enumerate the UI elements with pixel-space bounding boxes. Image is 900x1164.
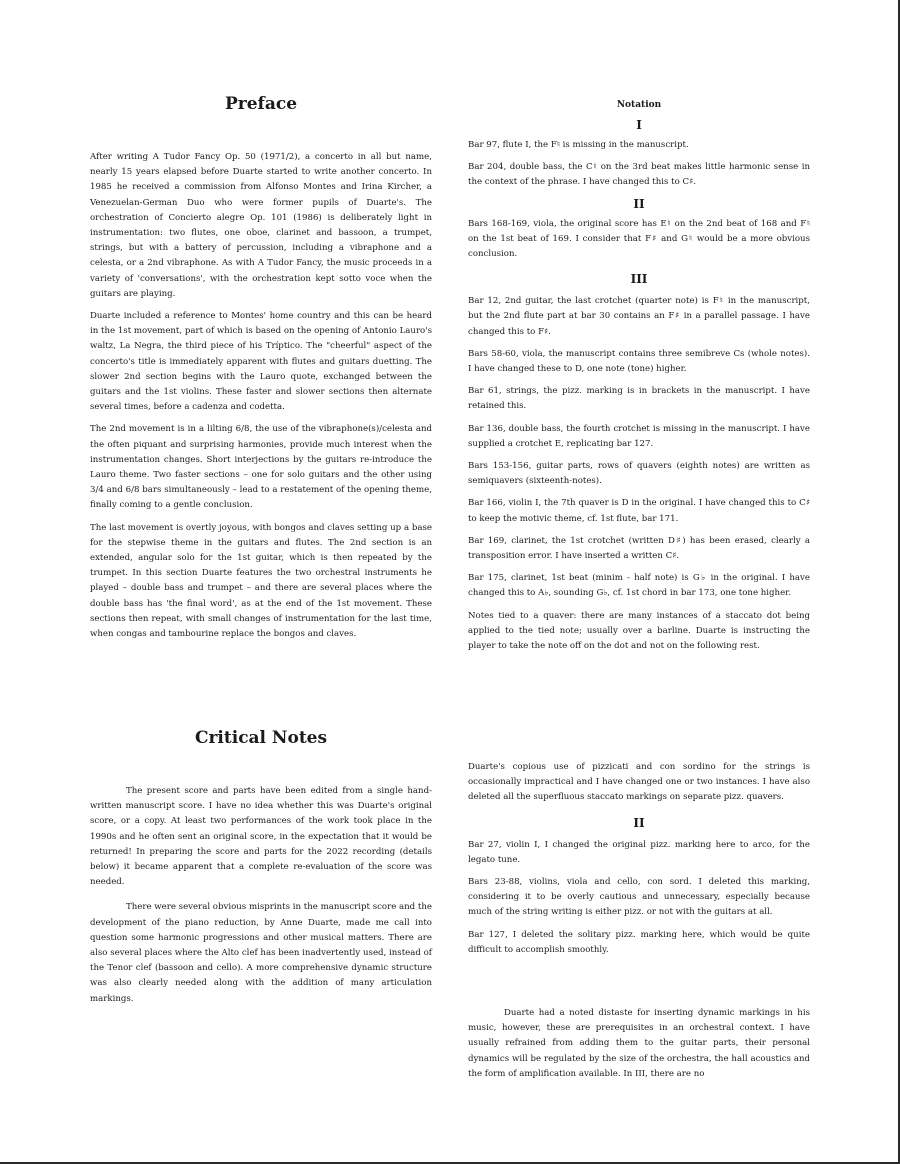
preface-paragraph-2: Duarte included a reference to Montes' home country and this can be heard in the 1st movement, part of which is based on the opening of Antonio Lauro's waltz, La Negra, the third piece of his Tríptico. The "cheerful" aspect of the concerto's title is immediately apparent with flutes and guitars duetting. The slower 2nd section begins with the Lauro quote, exchanged between the guitars and the 1st violins. These faster and slower sections then alternate several times, before a cadenza and codetta. [90, 311, 432, 413]
critical-notes-body [90, 784, 432, 1007]
critical-paragraph-2: There were several obvious misprints in the manuscript score and the development of the piano reduction, by Anne Duarte, made me call into question some harmonic progressions and other musical matters. There are also several places where the Alto clef has been inadvertently used, instead of the Tenor clef (bassoon and cello). A more comprehensive dynamic structure was also clearly needed along with the addition of many articulation markings. [90, 902, 432, 1004]
dynamics-block [468, 1006, 810, 1082]
notation-s3-note-8: Bar 175, clarinet, 1st beat (minim - half note) is G♭ in the original. I have changed this to A♭, sounding G♭, cf. 1st chord in bar 173, one tone higher. [468, 573, 810, 599]
notation-s2-note-1: Bars 168-169, viola, the original score has E♮ on the 2nd beat of 168 and F♮ on the 1st beat of 169. I consider that F♯ and G♮ would be a more obvious conclusion. [468, 218, 810, 260]
notation-s3-note-4: Bar 136, double bass, the fourth crotchet is missing in the manuscript. I have supplied a crotchet E, replicating bar 127. [468, 423, 810, 449]
notation-section-2-heading: II [633, 196, 645, 211]
notation-title: Notation [616, 100, 662, 110]
dynamics-paragraph: Duarte had a noted distaste for inserting dynamic markings in his music, however, these are prerequisites in an orchestral context. I have usually refrained from adding them to the guitar parts, their personal dynamics will be regulated by the size of the orchestra, the hall acoustics and the form of amplification available. In III, there are no [468, 1008, 810, 1079]
notation-s3-note-6: Bar 166, violin I, the 7th quaver is D in the original. I have changed this to C♯ to keep the motivic theme, cf. 1st flute, bar 171. [468, 498, 810, 524]
articulation-note-3: Bar 127, I deleted the solitary pizz. marking here, which would be quite difficult to accomplish smoothly. [468, 929, 810, 955]
preface-paragraph-1: After writing A Tudor Fancy Op. 50 (1971/2), a concerto in all but name, nearly 15 years elapsed before Duarte started to write another concerto. In 1985 he received a commission from Alfonso Montes and Irina Kircher, a Venezuelan-German Duo who were former pupils of Duarte's. The orchestration of Concierto alegre Op. 101 (1986) is deliberately light in instrumentation: two flutes, one oboe, clarinet and bassoon, a trumpet, strings, but with a battery of percussion, including a vibraphone and a celesta, or a 2nd vibraphone. As with A Tudor Fancy, the music proceeds in a variety of 'conversations', with the orchestration kept sotto voce when the guitars are playing. [90, 152, 432, 299]
notation-s3-note-2: Bars 58-60, viola, the manuscript contains three semibreve Cs (whole notes). I have changed these to D, one note (tone) higher. [468, 348, 810, 375]
notation-s1-note-2: Bar 204, double bass, the C♮ on the 3rd beat makes little harmonic sense in the context of the phrase. I have changed this to C♯. [468, 162, 810, 188]
notation-section-1-heading: I [636, 118, 642, 132]
notation-block [468, 100, 810, 654]
preface-body [90, 150, 432, 642]
articulation-note-2: Bars 23-88, violins, viola and cello, con sord. I deleted this marking, considering it to be overly cautious and unnecessary, especially because much of the string writing is either pizz. or not with the guitars at all. [468, 877, 810, 918]
articulation-note-1: Bar 27, violin I, I changed the original pizz. marking here to arco, for the legato tune. [468, 839, 810, 865]
critical-notes-title: Critical Notes [194, 728, 328, 748]
notation-s3-note-7: Bar 169, clarinet, the 1st crotchet (written D♯) has been erased, clearly a transposition error. I have inserted a written C♯. [468, 535, 810, 562]
preface-title: Preface [224, 94, 298, 114]
critical-notes-heading-block [90, 728, 432, 748]
preface-paragraph-4: The last movement is overtly joyous, with bongos and claves setting up a base for the stepwise theme in the guitars and flutes. The 2nd section is an extended, angular solo for the 1st guitar, which is then repeated by the trumpet. In this section Duarte features the two orchestral instruments he played – double bass and trumpet – and there are several places where the double bass has 'the final word', as at the end of the 1st movement. These sections then repeat, with small changes of instrumentation for the last time, when congas and tambourine replace the bongos and claves. [90, 522, 432, 640]
articulation-paragraph-1: Duarte's copious use of pizzicati and con sordino for the strings is occasionally impractical and I have changed one or two instances. I have also deleted all the superfluous staccato markings on separate pizz. quavers. [468, 762, 810, 803]
critical-paragraph-1: The present score and parts have been edited from a single hand-written manuscript score. I have no idea whether this was Duarte's original score, or a copy. At least two performances of the work took place in the 1990s and he often sent an original score, in the expectation that it would be returned! In preparing the score and parts for the 2022 recording (details below) it became apparent that a complete re-evaluation of the score was needed. [90, 786, 432, 888]
preface-block [90, 94, 432, 114]
preface-paragraph-3: The 2nd movement is in a lilting 6/8, the use of the vibraphone(s)/celesta and the often piquant and surprising harmonies, provide much interest when the instrumentation changes. Short interjections by the guitars re-introduce the Lauro theme. Two faster sections – one for solo guitars and the other using 3/4 and 6/8 bars simultaneously – lead to a restatement of the opening theme, finally coming to a gentle conclusion. [90, 424, 432, 511]
notation-s3-note-1: Bar 12, 2nd guitar, the last crotchet (quarter note) is F♮ in the manuscript, but the 2nd flute part at bar 30 contains an F♯ in a parallel passage. I have changed this to F♯. [468, 296, 810, 337]
notation-section-3-heading: III [630, 272, 648, 287]
notation-s1-note-1: Bar 97, flute I, the F♮ is missing in the manuscript. [468, 140, 689, 150]
articulation-section-2-heading: II [633, 815, 645, 830]
notation-s3-note-9: Notes tied to a quaver: there are many instances of a staccato dot being applied to the tied note; usually over a barline. Duarte is instructing the player to take the note off on the dot and not on the following rest. [468, 610, 810, 652]
notation-s3-note-3: Bar 61, strings, the pizz. marking is in brackets in the manuscript. I have retained this. [468, 386, 810, 412]
articulation-block [468, 760, 810, 958]
notation-s3-note-5: Bars 153-156, guitar parts, rows of quavers (eighth notes) are written as semiquavers (sixteenth-notes). [468, 461, 810, 487]
